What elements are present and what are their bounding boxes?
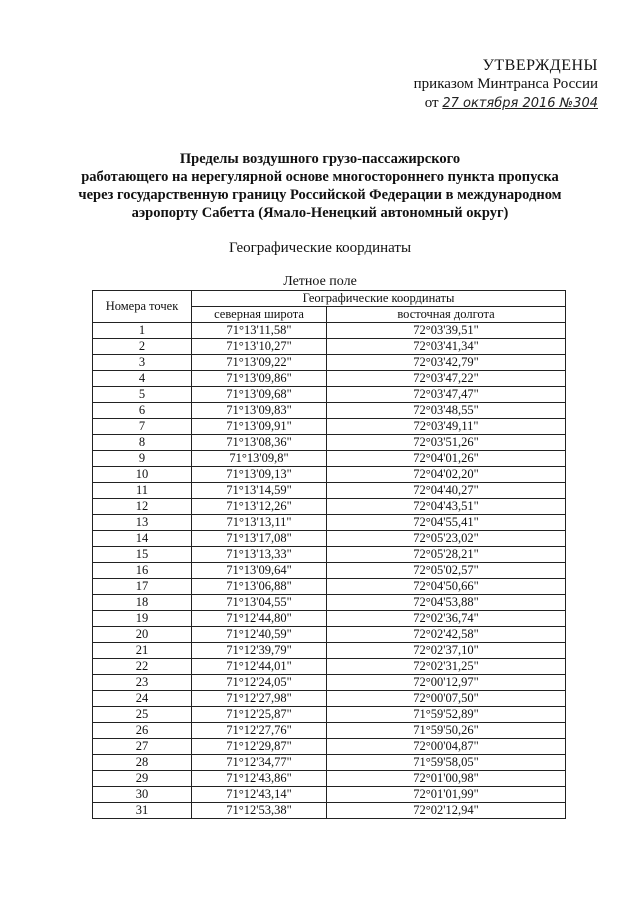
table-row (93, 563, 566, 579)
latitude-cell: 71°12'39,79" (192, 643, 327, 659)
point-number-cell: 4 (93, 371, 192, 387)
point-number-cell: 28 (93, 755, 192, 771)
header-point-number: Номера точек (93, 291, 192, 323)
latitude-cell: 71°13'14,59" (192, 483, 327, 499)
longitude-cell: 72°01'00,98" (327, 771, 566, 787)
longitude-cell: 72°00'07,50" (327, 691, 566, 707)
approval-heading: УТВЕРЖДЕНЫ (482, 57, 598, 74)
latitude-cell: 71°13'12,26" (192, 499, 327, 515)
table-row (93, 739, 566, 755)
longitude-cell: 72°04'55,41" (327, 515, 566, 531)
longitude-cell: 72°02'37,10" (327, 643, 566, 659)
table-row (93, 595, 566, 611)
latitude-cell: 71°12'43,86" (192, 771, 327, 787)
latitude-cell: 71°12'44,01" (192, 659, 327, 675)
longitude-cell: 72°05'28,21" (327, 547, 566, 563)
longitude-cell: 71°59'58,05" (327, 755, 566, 771)
table-row (93, 611, 566, 627)
latitude-cell: 71°12'25,87" (192, 707, 327, 723)
table-row (93, 451, 566, 467)
table-row (93, 355, 566, 371)
table-row (93, 403, 566, 419)
approval-block (414, 56, 598, 113)
point-number-cell: 27 (93, 739, 192, 755)
approval-date-line (414, 94, 598, 113)
longitude-cell: 72°04'43,51" (327, 499, 566, 515)
table-row (93, 499, 566, 515)
longitude-cell: 72°04'01,26" (327, 451, 566, 467)
latitude-cell: 71°13'09,83" (192, 403, 327, 419)
latitude-cell: 71°13'09,13" (192, 467, 327, 483)
table-row (93, 707, 566, 723)
point-number-cell: 21 (93, 643, 192, 659)
point-number-cell: 12 (93, 499, 192, 515)
longitude-cell: 72°00'12,97" (327, 675, 566, 691)
section-title: Летное поле (283, 274, 357, 289)
latitude-cell: 71°13'10,27" (192, 339, 327, 355)
latitude-cell: 71°13'06,88" (192, 579, 327, 595)
point-number-cell: 26 (93, 723, 192, 739)
table-row (93, 579, 566, 595)
point-number-cell: 7 (93, 419, 192, 435)
table-row (93, 339, 566, 355)
point-number-cell: 11 (93, 483, 192, 499)
point-number-cell: 25 (93, 707, 192, 723)
longitude-cell: 72°04'50,66" (327, 579, 566, 595)
table-row (93, 547, 566, 563)
point-number-cell: 3 (93, 355, 192, 371)
latitude-cell: 71°12'34,77" (192, 755, 327, 771)
longitude-cell: 72°02'42,58" (327, 627, 566, 643)
header-geo-coordinates: Географические координаты (192, 291, 566, 307)
longitude-cell: 72°05'02,57" (327, 563, 566, 579)
longitude-cell: 72°03'47,22" (327, 371, 566, 387)
latitude-cell: 71°13'04,55" (192, 595, 327, 611)
latitude-cell: 71°12'27,98" (192, 691, 327, 707)
table-row (93, 531, 566, 547)
latitude-cell: 71°12'40,59" (192, 627, 327, 643)
table-row (93, 803, 566, 819)
approval-order: приказом Минтранса России (413, 76, 598, 92)
latitude-cell: 71°13'09,64" (192, 563, 327, 579)
point-number-cell: 13 (93, 515, 192, 531)
table-row (93, 723, 566, 739)
table-row (93, 435, 566, 451)
latitude-cell: 71°13'09,22" (192, 355, 327, 371)
point-number-cell: 5 (93, 387, 192, 403)
latitude-cell: 71°13'17,08" (192, 531, 327, 547)
longitude-cell: 72°04'40,27" (327, 483, 566, 499)
latitude-cell: 71°12'27,76" (192, 723, 327, 739)
title-line: Пределы воздушного грузо-пассажирского (179, 151, 461, 167)
longitude-cell: 72°00'04,87" (327, 739, 566, 755)
point-number-cell: 16 (93, 563, 192, 579)
table-row (93, 467, 566, 483)
latitude-cell: 71°12'24,05" (192, 675, 327, 691)
latitude-cell: 71°13'09,91" (192, 419, 327, 435)
longitude-cell: 72°03'51,26" (327, 435, 566, 451)
coordinates-table (92, 290, 566, 819)
latitude-cell: 71°12'53,38" (192, 803, 327, 819)
title-line: через государственную границу Российской Федерации в международном (78, 187, 562, 203)
point-number-cell: 15 (93, 547, 192, 563)
longitude-cell: 72°03'42,79" (327, 355, 566, 371)
document-subtitle: Географические координаты (228, 240, 412, 256)
longitude-cell: 72°04'02,20" (327, 467, 566, 483)
table-row (93, 659, 566, 675)
table-body (93, 323, 566, 819)
point-number-cell: 9 (93, 451, 192, 467)
table-row (93, 371, 566, 387)
approval-date-prefix: от (424, 95, 439, 111)
latitude-cell: 71°12'43,14" (192, 787, 327, 803)
point-number-cell: 8 (93, 435, 192, 451)
longitude-cell: 71°59'50,26" (327, 723, 566, 739)
longitude-cell: 72°01'01,99" (327, 787, 566, 803)
table-row (93, 419, 566, 435)
latitude-cell: 71°13'13,11" (192, 515, 327, 531)
latitude-cell: 71°13'13,33" (192, 547, 327, 563)
table-row (93, 787, 566, 803)
longitude-cell: 71°59'52,89" (327, 707, 566, 723)
longitude-cell: 72°03'41,34" (327, 339, 566, 355)
point-number-cell: 18 (93, 595, 192, 611)
latitude-cell: 71°12'29,87" (192, 739, 327, 755)
table-row (93, 675, 566, 691)
point-number-cell: 1 (93, 323, 192, 339)
point-number-cell: 2 (93, 339, 192, 355)
title-line: аэропорту Сабетта (Ямало-Ненецкий автономный округ) (131, 205, 509, 221)
table-row (93, 691, 566, 707)
document-title (40, 150, 600, 222)
header-longitude: восточная долгота (327, 307, 566, 323)
approval-date-handwritten: 27 октября 2016 №304 (442, 96, 598, 111)
point-number-cell: 17 (93, 579, 192, 595)
latitude-cell: 71°13'09,86" (192, 371, 327, 387)
longitude-cell: 72°03'49,11" (327, 419, 566, 435)
point-number-cell: 22 (93, 659, 192, 675)
longitude-cell: 72°03'47,47" (327, 387, 566, 403)
longitude-cell: 72°03'48,55" (327, 403, 566, 419)
longitude-cell: 72°03'39,51" (327, 323, 566, 339)
point-number-cell: 23 (93, 675, 192, 691)
point-number-cell: 31 (93, 803, 192, 819)
point-number-cell: 14 (93, 531, 192, 547)
table-row (93, 387, 566, 403)
latitude-cell: 71°12'44,80" (192, 611, 327, 627)
point-number-cell: 20 (93, 627, 192, 643)
point-number-cell: 24 (93, 691, 192, 707)
table-row (93, 771, 566, 787)
latitude-cell: 71°13'09,8" (192, 451, 327, 467)
point-number-cell: 29 (93, 771, 192, 787)
longitude-cell: 72°02'12,94" (327, 803, 566, 819)
header-latitude: северная широта (192, 307, 327, 323)
point-number-cell: 19 (93, 611, 192, 627)
point-number-cell: 10 (93, 467, 192, 483)
longitude-cell: 72°05'23,02" (327, 531, 566, 547)
table-row (93, 515, 566, 531)
longitude-cell: 72°02'31,25" (327, 659, 566, 675)
table-row (93, 627, 566, 643)
latitude-cell: 71°13'11,58" (192, 323, 327, 339)
latitude-cell: 71°13'09,68" (192, 387, 327, 403)
table-row (93, 483, 566, 499)
title-line: работающего на нерегулярной основе многостороннего пункта пропуска (81, 169, 559, 185)
point-number-cell: 30 (93, 787, 192, 803)
table-row (93, 323, 566, 339)
latitude-cell: 71°13'08,36" (192, 435, 327, 451)
longitude-cell: 72°02'36,74" (327, 611, 566, 627)
table-row (93, 643, 566, 659)
longitude-cell: 72°04'53,88" (327, 595, 566, 611)
table-row (93, 755, 566, 771)
point-number-cell: 6 (93, 403, 192, 419)
